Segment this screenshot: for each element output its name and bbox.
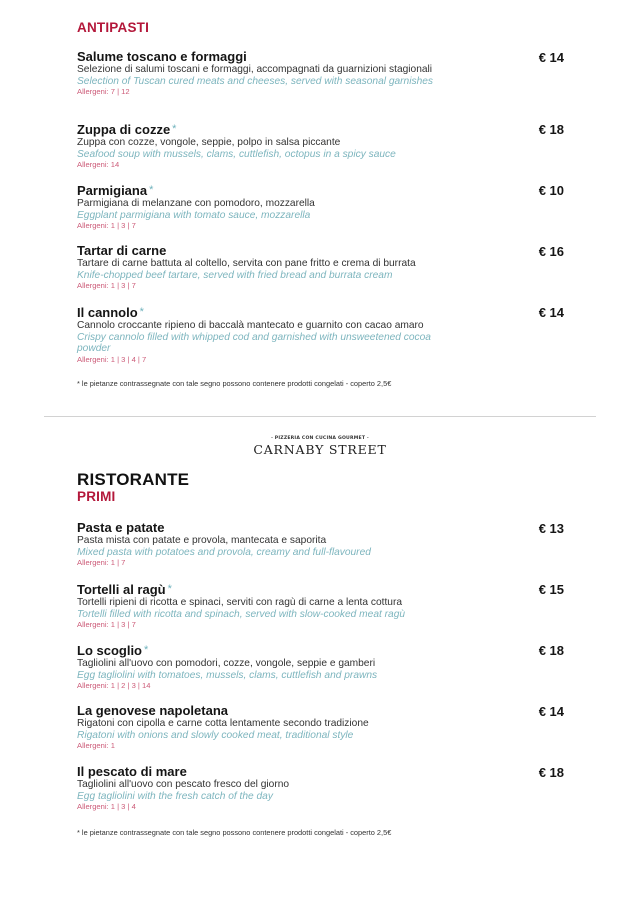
item-allergens: Allergeni: 1 | 7: [77, 558, 126, 567]
item-description-it: Tagliolini all'uovo con pomodori, cozze, vongole, seppie e gamberi: [77, 658, 376, 669]
menu-item: [77, 582, 567, 629]
menu-item: [77, 704, 567, 750]
item-description-it: Pasta mista con patate e provola, mantecata e saporita: [77, 535, 327, 546]
item-description-en: Selection of Tuscan cured meats and cheeses, served with seasonal garnishes: [77, 75, 434, 87]
item-allergens: Allergeni: 14: [77, 160, 120, 169]
item-description-en: Egg tagliolini with tomatoes, mussels, clams, cuttlefish and prawns: [77, 669, 378, 681]
item-description-it: Tartare di carne battuta al coltello, servita con pane fritto e crema di burrata: [77, 258, 416, 269]
item-description-en: Rigatoni with onions and slowly cooked meat, traditional style: [77, 729, 354, 741]
item-name: La genovese napoletana: [77, 703, 228, 718]
item-description-it: Selezione di salumi toscani e formaggi, accompagnati da guarnizioni stagionali: [77, 64, 433, 75]
item-price: € 14: [538, 305, 564, 320]
item-name: Pasta e patate: [77, 520, 165, 535]
section-title-ristorante: RISTORANTE: [77, 470, 190, 489]
item-allergens: Allergeni: 1 | 3 | 7: [77, 620, 136, 629]
item-description-it: Cannolo croccante ripieno di baccalà mantecato e guarnito con cacao amaro: [77, 320, 424, 331]
item-description-en: Seafood soup with mussels, clams, cuttlefish, octopus in a spicy sauce: [77, 148, 396, 160]
frozen-products-note: * le pietanze contrassegnate con tale segno possono contenere prodotti congelati - coperto 2,5€: [77, 828, 392, 837]
menu-item: [77, 521, 567, 567]
item-name: Parmigiana: [77, 183, 148, 198]
item-description-it: Rigatoni con cipolla e carne cotta lentamente secondo tradizione: [77, 718, 369, 729]
item-allergens: Allergeni: 1 | 3 | 4: [77, 802, 136, 811]
menu-item: [77, 50, 567, 96]
item-price: € 10: [538, 183, 564, 198]
item-allergens: Allergeni: 1 | 2 | 3 | 14: [77, 681, 151, 690]
item-allergens: Allergeni: 7 | 12: [77, 87, 130, 96]
item-description-it: Tagliolini all'uovo con pescato fresco del giorno: [77, 779, 290, 790]
item-price: € 18: [538, 765, 564, 780]
item-allergens: Allergeni: 1 | 3 | 7: [77, 221, 136, 230]
logo-name: CARNABY STREET: [253, 442, 387, 457]
menu-item: [77, 305, 567, 364]
item-price: € 14: [538, 704, 564, 719]
item-description-en: Knife-chopped beef tartare, served with fried bread and burrata cream: [77, 269, 393, 281]
item-description-it: Parmigiana di melanzane con pomodoro, mozzarella: [77, 198, 315, 209]
item-name: Lo scoglio: [77, 643, 142, 658]
frozen-products-note: * le pietanze contrassegnate con tale segno possono contenere prodotti congelati - coperto 2,5€: [77, 379, 392, 388]
frozen-marker-icon: *: [139, 306, 144, 318]
item-description-en: Egg tagliolini with the fresh catch of the day: [77, 790, 273, 802]
item-description-en: Crispy cannolo filled with whipped cod and garnished with unsweetened cocoa powder: [77, 331, 431, 354]
item-allergens: Allergeni: 1 | 3 | 7: [77, 281, 136, 290]
item-allergens: Allergeni: 1 | 3 | 4 | 7: [77, 354, 147, 364]
item-price: € 16: [538, 244, 564, 259]
menu-item: [77, 183, 567, 230]
menu-item: [77, 643, 567, 690]
frozen-marker-icon: *: [167, 583, 172, 595]
menu-item: [77, 244, 567, 290]
item-description-en: Mixed pasta with potatoes and provola, creamy and full-flavoured: [77, 546, 371, 558]
item-description-en: Tortelli filled with ricotta and spinach, served with slow-cooked meat ragù: [77, 608, 406, 620]
item-name: Salume toscano e formaggi: [77, 49, 247, 64]
item-name: Il pescato di mare: [77, 764, 187, 779]
item-name: Zuppa di cozze: [77, 122, 171, 137]
item-allergens: Allergeni: 1: [77, 741, 115, 750]
item-price: € 15: [538, 582, 564, 597]
item-name: Tartar di carne: [77, 243, 167, 258]
frozen-marker-icon: *: [144, 644, 149, 656]
item-name: Tortelli al ragù: [77, 582, 166, 597]
menu-item: [77, 122, 567, 169]
section-title-antipasti: ANTIPASTI: [77, 20, 150, 35]
item-name: Il cannolo: [77, 305, 138, 320]
item-price: € 14: [538, 50, 564, 65]
item-price: € 13: [538, 521, 564, 536]
restaurant-logo: [240, 436, 400, 457]
frozen-marker-icon: *: [149, 184, 154, 196]
item-price: € 18: [538, 643, 564, 658]
subsection-title-primi: PRIMI: [77, 489, 116, 504]
item-description-en: Eggplant parmigiana with tomato sauce, mozzarella: [77, 209, 311, 221]
frozen-marker-icon: *: [172, 123, 177, 135]
section-divider: [44, 416, 596, 417]
item-description-it: Tortelli ripieni di ricotta e spinaci, serviti con ragù di carne a lenta cottura: [77, 597, 403, 608]
menu-item: [77, 765, 567, 811]
item-description-it: Zuppa con cozze, vongole, seppie, polpo in salsa piccante: [77, 137, 341, 148]
logo-tagline: · PIZZERIA CON CUCINA GOURMET ·: [271, 436, 369, 441]
item-price: € 18: [538, 122, 564, 137]
